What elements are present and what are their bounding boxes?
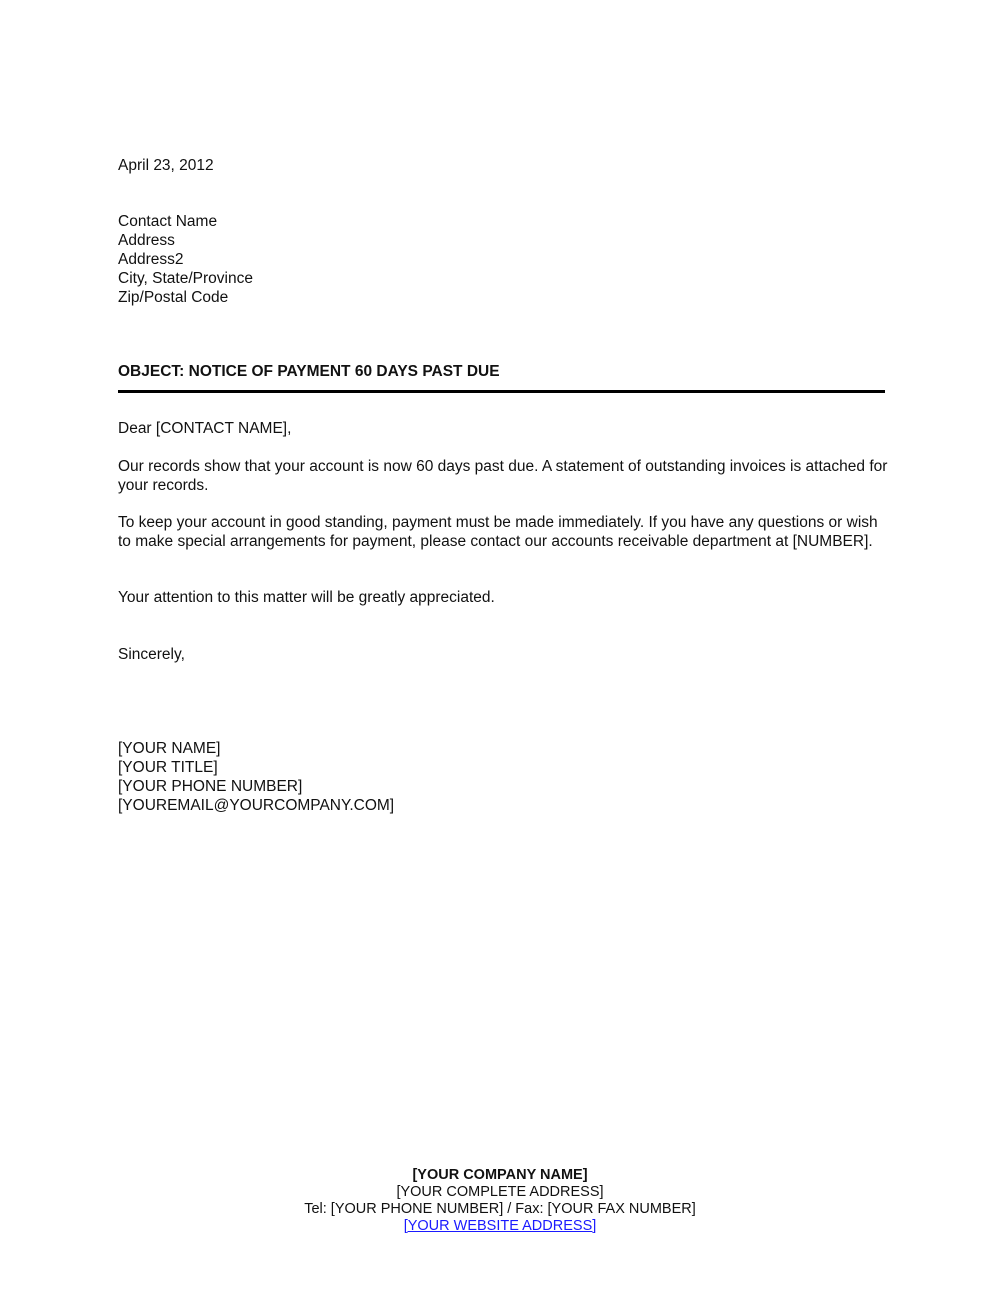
signature-block <box>118 739 394 815</box>
salutation: Dear [CONTACT NAME], <box>118 420 292 437</box>
subject-line: OBJECT: NOTICE OF PAYMENT 60 DAYS PAST DUE <box>118 363 500 380</box>
recipient-line: City, State/Province <box>118 270 253 287</box>
signature-line: [YOUR NAME] <box>118 740 221 757</box>
subject-divider <box>118 390 885 393</box>
footer-contact: Tel: [YOUR PHONE NUMBER] / Fax: [YOUR FAX NUMBER] <box>304 1201 696 1217</box>
recipient-line: Zip/Postal Code <box>118 289 229 306</box>
recipient-line: Address <box>118 232 175 249</box>
company-footer <box>0 1167 1000 1235</box>
recipient-address <box>118 212 253 307</box>
signature-line: [YOUR PHONE NUMBER] <box>118 778 303 795</box>
body-paragraph: Our records show that your account is now 60 days past due. A statement of outstanding invoices is attached for your records. <box>118 458 888 494</box>
body-paragraph: To keep your account in good standing, payment must be made immediately. If you have any questions or wish to make special arrangements for payment, please contact our accounts receivable department at [NUMBER]. <box>118 514 878 550</box>
signature-line: [YOUREMAIL@YOURCOMPANY.COM] <box>118 797 395 814</box>
closing: Sincerely, <box>118 646 185 663</box>
footer-company-name: [YOUR COMPANY NAME] <box>412 1167 588 1183</box>
body-paragraph: Your attention to this matter will be greatly appreciated. <box>118 589 495 606</box>
letter-date: April 23, 2012 <box>118 157 214 174</box>
recipient-line: Address2 <box>118 251 184 268</box>
footer-website-link[interactable]: [YOUR WEBSITE ADDRESS] <box>403 1218 597 1234</box>
signature-line: [YOUR TITLE] <box>118 759 218 776</box>
footer-address: [YOUR COMPLETE ADDRESS] <box>396 1184 604 1200</box>
recipient-line: Contact Name <box>118 213 218 230</box>
